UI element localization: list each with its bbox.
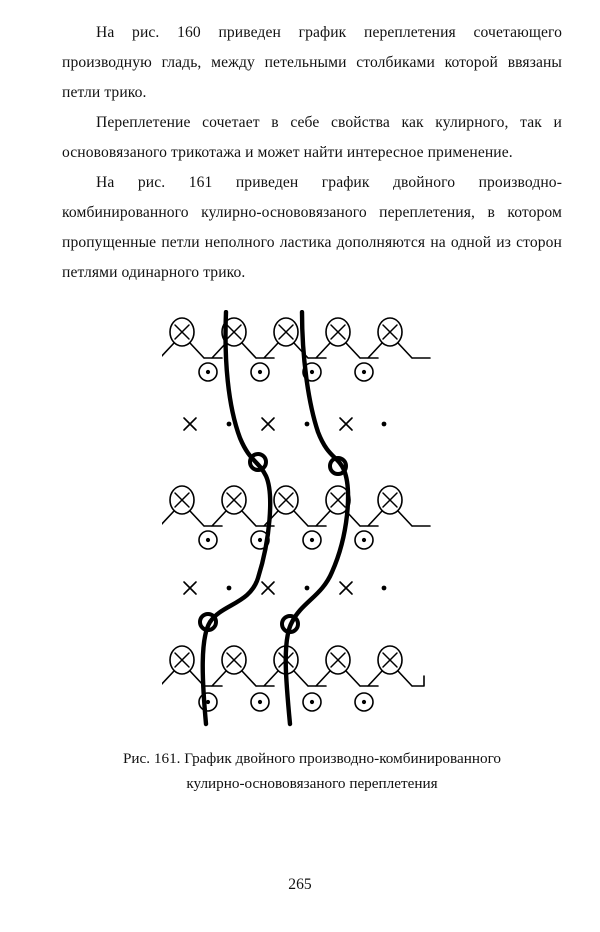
warp-thread-right <box>286 312 348 724</box>
figure-caption-line-1: Рис. 161. График двойного производно-комбинированного <box>122 750 502 767</box>
figure-161 <box>62 310 562 730</box>
stitch-mark-band-2 <box>184 582 386 594</box>
paragraph-3: На рис. 161 приведен график двойного производно-комбинированного кулирно-основовязаного переплетения, в котором пропущенные петли неполного ластика дополняются на одной из сторон петлями одинарного трико. <box>62 174 562 281</box>
page-number: 265 <box>288 876 312 893</box>
paragraph-2: Переплетение сочетает в себе свойства как кулирного, так и основовязаного трикотажа и может найти интересное применение. <box>62 114 562 161</box>
dot-loop-row-middle <box>199 531 373 549</box>
knitting-pattern-diagram <box>162 310 462 730</box>
body-text-block <box>62 18 562 288</box>
paragraph-1: На рис. 160 приведен график переплетения сочетающего производную гладь, между петельными столбиками которой ввязаны петли трико. <box>62 24 562 101</box>
stitch-mark-band-1 <box>184 418 386 430</box>
loop-row-top <box>162 318 430 358</box>
figure-caption-line-2: кулирно-основовязаного переплетения <box>186 775 438 792</box>
figure-caption <box>62 746 562 796</box>
loop-row-middle <box>162 486 430 526</box>
